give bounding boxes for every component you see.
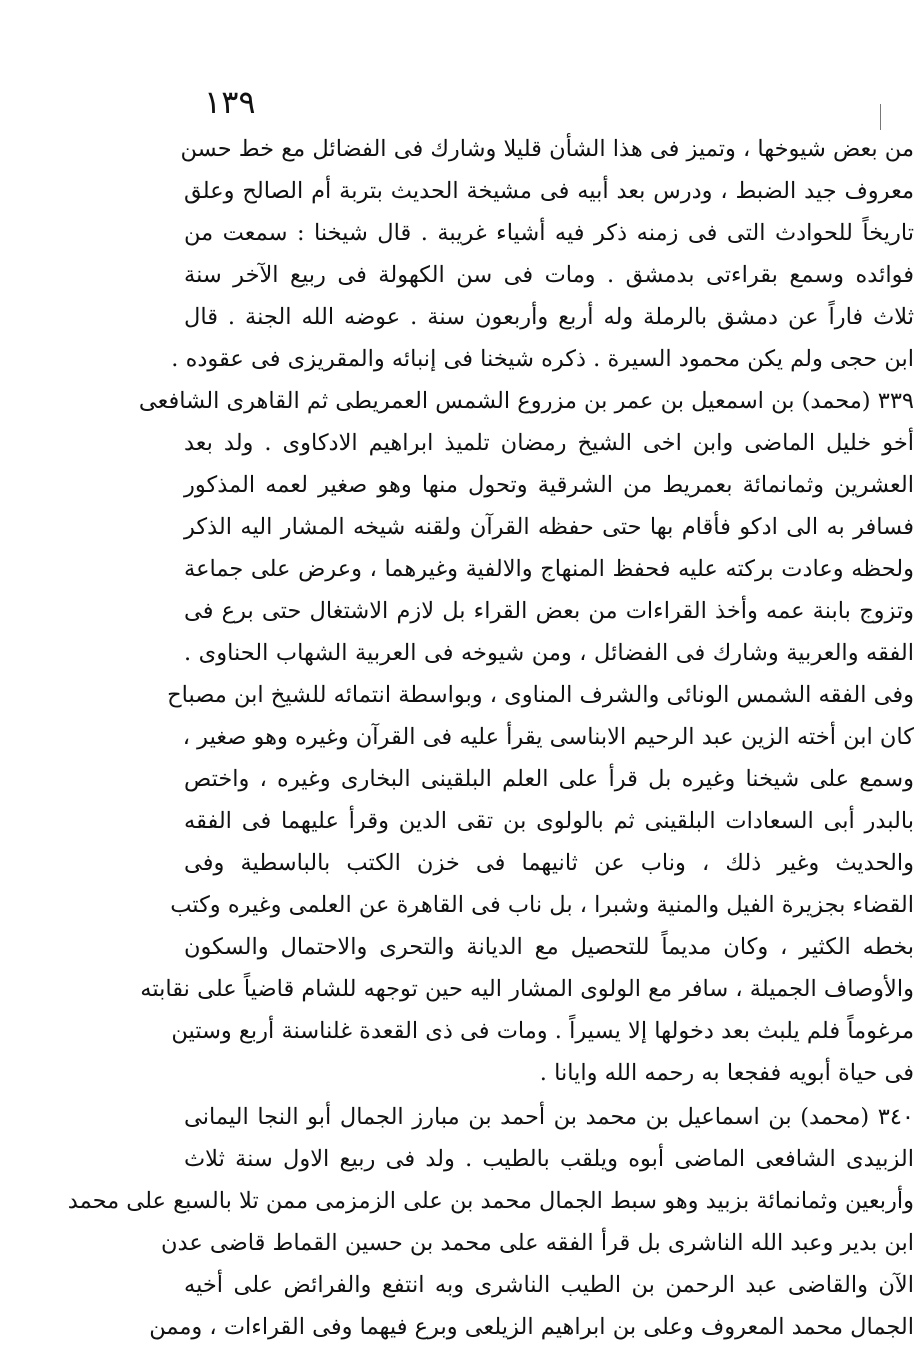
margin-mark [880,104,881,130]
text-line: ابن حجى ولم يكن محمود السيرة . ذكره شيخنا فى إنبائه والمقريزى فى عقوده . [171,346,914,372]
text-line: ولحظه وعادت بركته عليه فحفظ المنهاج والالفية وغيرهما ، وعرض على جماعة [184,556,914,582]
text-line: الزبيدى الشافعى الماضى أبوه ويلقب بالطيب . ولد فى ربيع الاول سنة ثلاث [184,1146,914,1172]
text-line: وفى الفقه الشمس الونائى والشرف المناوى ، وبواسطة انتمائه للشيخ ابن مصباح [167,682,914,708]
entry-heading-line: ٣٤٠ (محمد) بن اسماعيل بن محمد بن أحمد بن مبارز الجمال أبو النجا اليمانى [184,1104,914,1130]
text-line: ثلاث فاراً عن دمشق بالرملة وله أربع وأربعون سنة . عوضه الله الجنة . قال [184,304,914,330]
page-number: ١٣٩ [204,83,256,121]
text-line: وسمع على شيخنا وغيره بل قرأ على العلم البلقينى البخارى وغيره ، واختص [184,766,914,792]
text-line: الجمال محمد المعروف وعلى بن ابراهيم الزيلعى وبرع فيهما وفى القراءات ، وممن [149,1314,914,1340]
text-line: ابن بدير وعبد الله الناشرى بل قرأ الفقه على محمد بن حسين القماط قاضى عدن [160,1230,914,1256]
text-line: بالبدر أبى السعادات البلقينى ثم بالولوى بن تقى الدين وقرأ عليهما فى الفقه [184,808,914,834]
text-line: العشرين وثمانمائة بعمريط من الشرقية وتحول منها وهو صغير لعمه المذكور [184,472,914,498]
entry-heading-line: ٣٣٩ (محمد) بن اسمعيل بن عمر بن مزروع الشمس العمريطى ثم القاهرى الشافعى [138,388,914,414]
text-line: مرغوماً فلم يلبث بعد دخولها إلا يسيراً . ومات فى ذى القعدة غلناسنة أربع وستين [171,1018,914,1044]
text-line: معروف جيد الضبط ، ودرس بعد أبيه فى مشيخة الحديث بتربة أم الصالح وعلق [184,178,914,204]
text-line: فسافر به الى ادكو فأقام بها حتى حفظه القرآن ولقنه شيخه المشار اليه الذكر [184,514,914,540]
text-line: فوائده وسمع بقراءتى بدمشق . ومات فى سن الكهولة فى ربيع الآخر سنة [184,262,914,288]
text-line: كان ابن أخته الزين عبد الرحيم الابناسى يقرأ عليه فى القرآن وغيره وهو صغير ، [182,724,914,750]
text-line: بخطه الكثير ، وكان مديماً للتحصيل مع الديانة والتحرى والاحتمال والسكون [184,934,914,960]
text-line: وتزوج بابنة عمه وأخذ القراءات من بعض القراء بل لازم الاشتغال حتى برع فى [184,598,914,624]
text-line: القضاء بجزيرة الفيل والمنية وشبرا ، بل ناب فى القاهرة عن العلمى وغيره وكتب [170,892,914,918]
text-line: وأربعين وثمانمائة بزبيد وهو سبط الجمال محمد بن على الزمزمى ممن تلا بالسبع على محمد [67,1188,914,1214]
text-line: الآن والقاضى عبد الرحمن بن الطيب الناشرى وبه انتفع والفرائض على أخيه [184,1272,914,1298]
text-line: أخو خليل الماضى وابن اخى الشيخ رمضان تلميذ ابراهيم الادكاوى . ولد بعد [184,430,914,456]
text-line: فى حياة أبويه ففجعا به رحمه الله وايانا . [539,1060,914,1086]
text-line: تاريخاً للحوادث التى فى زمنه ذكر فيه أشياء غريبة . قال شيخنا : سمعت من [184,220,914,246]
text-line: الفقه والعربية وشارك فى الفضائل ، ومن شيوخه فى العربية الشهاب الحناوى . [184,640,914,666]
text-line: والحديث وغير ذلك ، وناب عن ثانيهما فى خزن الكتب بالباسطية وفى [184,850,914,876]
text-line: من بعض شيوخها ، وتميز فى هذا الشأن قليلا وشارك فى الفضائل مع خط حسن [180,136,914,162]
text-line: والأوصاف الجميلة ، سافر مع الولوى المشار اليه حين توجهه للشام قاضياً على نقابته [140,976,914,1002]
